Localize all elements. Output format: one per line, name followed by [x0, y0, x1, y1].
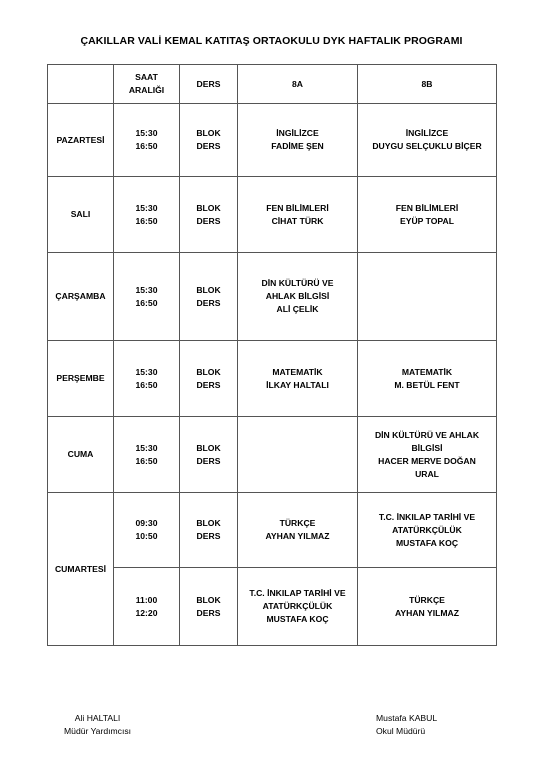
- course-cell: [180, 104, 238, 177]
- class-8a-cell: [238, 568, 358, 646]
- class-8a-cell-line: ALİ ÇELİK: [276, 304, 319, 314]
- header-course: DERS: [180, 65, 238, 104]
- time-cell-line: 10:50: [135, 531, 158, 541]
- course-cell-line: DERS: [196, 141, 221, 151]
- class-8b-cell: [358, 417, 497, 493]
- class-8b-cell-line: URAL: [415, 468, 439, 479]
- class-8b-cell-line: HACER MERVE DOĞAN: [378, 455, 476, 466]
- time-cell-line: 16:50: [135, 141, 158, 151]
- time-cell: [114, 177, 180, 253]
- class-8a-cell-line: DİN KÜLTÜRÜ VE: [261, 278, 334, 288]
- class-8b-cell-line: DUYGU SELÇUKLU BİÇER: [372, 141, 482, 151]
- header-time-line: SAAT: [135, 72, 158, 82]
- course-cell-line: DERS: [196, 531, 221, 541]
- class-8b-cell-line: T.C. İNKILAP TARİHİ VE: [378, 511, 476, 522]
- class-8b-cell-line: EYÜP TOPAL: [400, 215, 454, 226]
- course-cell: [180, 568, 238, 646]
- day-cell: PERŞEMBE: [48, 341, 114, 417]
- signer-name: Ali HALTALI: [74, 713, 121, 723]
- schedule-body: [48, 104, 497, 646]
- table-row: [48, 177, 497, 253]
- table-row: [48, 568, 497, 646]
- course-cell-line: DERS: [196, 379, 221, 390]
- time-cell-line: 15:30: [135, 128, 158, 138]
- signer-role: Müdür Yardımcısı: [64, 726, 132, 736]
- class-8a-cell-line: CİHAT TÜRK: [271, 215, 324, 226]
- header-class-8a: 8A: [238, 65, 358, 104]
- course-cell-line: BLOK: [196, 202, 221, 213]
- header-class-8b: 8B: [358, 65, 497, 104]
- course-cell: [180, 253, 238, 341]
- class-8b-cell-line: AYHAN YILMAZ: [395, 607, 459, 618]
- course-cell: [180, 177, 238, 253]
- course-cell-line: BLOK: [196, 518, 221, 528]
- signer-role: Okul Müdürü: [376, 726, 426, 736]
- course-cell: [180, 493, 238, 568]
- course-cell-line: DERS: [196, 455, 221, 466]
- day-cell: ÇARŞAMBA: [48, 253, 114, 341]
- day-cell: CUMA: [48, 417, 114, 493]
- class-8b-cell: [358, 493, 497, 568]
- class-8b-cell-line: MATEMATİK: [401, 366, 453, 377]
- class-8a-cell-line: ATATÜRKÇÜLÜK: [262, 601, 333, 611]
- class-8b-cell-line: BİLGİSİ: [411, 442, 443, 453]
- table-row: [48, 493, 497, 568]
- class-8a-cell-line: İNGİLİZCE: [276, 128, 319, 138]
- class-8a-cell-line: FADİME ŞEN: [271, 141, 324, 151]
- page-title: ÇAKILLAR VALİ KEMAL KATITAŞ ORTAOKULU DYK HAFTALIK PROGRAMI: [80, 35, 463, 47]
- class-8a-cell-line: İLKAY HALTALI: [266, 379, 329, 390]
- time-cell-line: 16:50: [135, 379, 158, 390]
- class-8b-cell: [358, 341, 497, 417]
- class-8b-cell-line: İNGİLİZCE: [405, 128, 449, 138]
- course-cell: [180, 417, 238, 493]
- class-8a-cell-line: MUSTAFA KOÇ: [266, 614, 329, 624]
- class-8b-cell-line: MUSTAFA KOÇ: [395, 537, 459, 548]
- class-8a-cell: [238, 493, 358, 568]
- schedule-table: [47, 64, 497, 646]
- time-cell: [114, 417, 180, 493]
- course-cell-line: DERS: [196, 607, 221, 618]
- day-cell: SALI: [48, 177, 114, 253]
- course-cell-line: BLOK: [196, 442, 221, 453]
- course-cell-line: DERS: [196, 215, 221, 226]
- time-cell-line: 15:30: [135, 366, 158, 377]
- time-cell: [114, 253, 180, 341]
- class-8a-cell: [238, 177, 358, 253]
- day-cell: PAZARTESİ: [48, 104, 114, 177]
- time-cell: [114, 493, 180, 568]
- class-8b-cell: [358, 104, 497, 177]
- course-cell-line: BLOK: [196, 366, 221, 377]
- time-cell: [114, 341, 180, 417]
- time-cell-line: 09:30: [135, 518, 158, 528]
- signature-block-left: [64, 712, 131, 738]
- header-time: [114, 65, 180, 104]
- class-8b-cell-line: DİN KÜLTÜRÜ VE AHLAK: [374, 429, 480, 440]
- class-8b-cell: [358, 177, 497, 253]
- class-8a-cell-line: AYHAN YILMAZ: [265, 531, 330, 541]
- time-cell-line: 15:30: [135, 284, 158, 295]
- header-row: [48, 65, 497, 104]
- table-row: [48, 104, 497, 177]
- header-blank-cell: [48, 65, 114, 104]
- class-8a-cell-line: TÜRKÇE: [279, 518, 316, 528]
- time-cell-line: 16:50: [135, 297, 158, 308]
- time-cell-line: 16:50: [135, 455, 158, 466]
- time-cell-line: 15:30: [135, 442, 158, 453]
- class-8b-cell: [358, 253, 497, 341]
- class-8a-cell: [238, 341, 358, 417]
- course-cell-line: BLOK: [196, 284, 221, 295]
- class-8a-cell-line: AHLAK BİLGİSİ: [265, 291, 330, 301]
- class-8a-cell-line: T.C. İNKILAP TARİHİ VE: [249, 588, 346, 598]
- signer-name: Mustafa KABUL: [376, 713, 438, 723]
- class-8b-cell-line: ATATÜRKÇÜLÜK: [392, 524, 462, 535]
- class-8b-cell-line: M. BETÜL FENT: [394, 379, 460, 390]
- class-8a-cell: [238, 417, 358, 493]
- course-cell-line: DERS: [196, 297, 221, 308]
- signature-block-right: [376, 712, 437, 738]
- day-cell: CUMARTESİ: [48, 493, 114, 646]
- header-time-line: ARALIĞI: [128, 85, 165, 95]
- class-8b-cell-line: TÜRKÇE: [409, 594, 445, 605]
- table-row: [48, 253, 497, 341]
- time-cell-line: 11:00: [135, 594, 158, 605]
- table-row: [48, 341, 497, 417]
- class-8b-cell-line: FEN BİLİMLERİ: [395, 202, 459, 213]
- course-cell-line: BLOK: [196, 128, 221, 138]
- course-cell: [180, 341, 238, 417]
- class-8a-cell-line: FEN BİLİMLERİ: [266, 202, 329, 213]
- time-cell: [114, 104, 180, 177]
- time-cell: [114, 568, 180, 646]
- class-8b-cell: [358, 568, 497, 646]
- time-cell-line: 15:30: [135, 202, 158, 213]
- time-cell-line: 16:50: [135, 215, 158, 226]
- class-8a-cell: [238, 104, 358, 177]
- table-row: [48, 417, 497, 493]
- class-8a-cell-line: MATEMATİK: [272, 366, 323, 377]
- course-cell-line: BLOK: [196, 594, 221, 605]
- time-cell-line: 12:20: [135, 607, 158, 618]
- class-8a-cell: [238, 253, 358, 341]
